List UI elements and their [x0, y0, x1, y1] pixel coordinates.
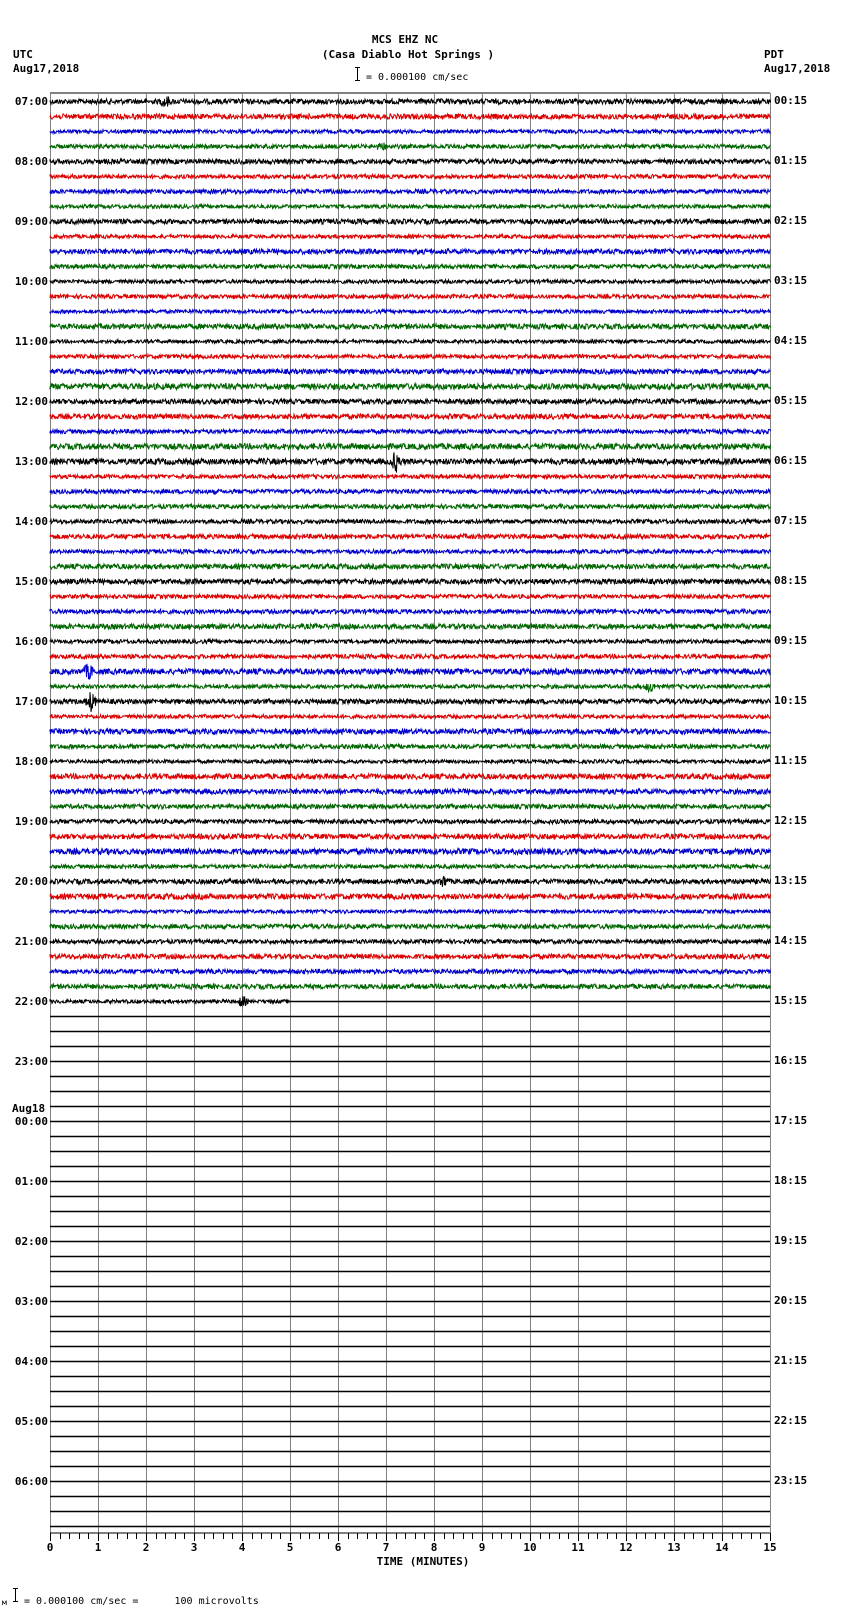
station-title: MCS EHZ NC [371, 33, 439, 46]
x-tick-label: 11 [571, 1541, 585, 1554]
x-tick-label: 3 [190, 1541, 198, 1554]
left-hour-label: 13:00 [14, 455, 48, 468]
left-hour-label: 18:00 [14, 755, 48, 768]
x-tick-label: 12 [619, 1541, 633, 1554]
x-tick-label: 15 [763, 1541, 777, 1554]
x-tick-label: 10 [523, 1541, 537, 1554]
left-hour-label: 02:00 [14, 1235, 48, 1248]
x-tick-label: 8 [430, 1541, 438, 1554]
right-hour-label: 19:15 [774, 1234, 808, 1247]
right-hour-label: 08:15 [774, 574, 808, 587]
right-hour-label: 12:15 [774, 814, 808, 827]
left-timezone: UTC [13, 48, 33, 61]
left-hour-label: 16:00 [14, 635, 48, 648]
left-hour-label: 01:00 [14, 1175, 48, 1188]
left-hour-label: 20:00 [14, 875, 48, 888]
right-hour-label: 18:15 [774, 1174, 808, 1187]
right-hour-label: 23:15 [774, 1474, 808, 1487]
left-hour-label: 23:00 [14, 1055, 48, 1068]
left-hour-label: 12:00 [14, 395, 48, 408]
footer-prefix: м [2, 1598, 7, 1607]
x-tick-label: 0 [46, 1541, 54, 1554]
left-hour-label: 21:00 [14, 935, 48, 948]
right-hour-label: 20:15 [774, 1294, 808, 1307]
right-timezone: PDT [764, 48, 784, 61]
left-hour-label: 06:00 [14, 1475, 48, 1488]
right-hour-label: 03:15 [774, 274, 808, 287]
station-location: (Casa Diablo Hot Springs ) [321, 48, 495, 61]
x-tick-label: 4 [238, 1541, 246, 1554]
right-date: Aug17,2018 [764, 62, 831, 75]
scale-label: = 0.000100 cm/sec [366, 72, 469, 83]
right-hour-label: 15:15 [774, 994, 808, 1007]
x-tick-label: 14 [715, 1541, 729, 1554]
left-hour-label: 04:00 [14, 1355, 48, 1368]
right-hour-label: 10:15 [774, 694, 808, 707]
right-hour-label: 00:15 [774, 94, 808, 107]
right-hour-label: 22:15 [774, 1414, 808, 1427]
right-hour-label: 09:15 [774, 634, 808, 647]
right-hour-label: 21:15 [774, 1354, 808, 1367]
x-tick-label: 13 [667, 1541, 681, 1554]
footer-scale-label: = 0.000100 cm/sec = 100 microvolts [24, 1596, 259, 1607]
left-hour-label: 09:00 [14, 215, 48, 228]
left-hour-label: 07:00 [14, 95, 48, 108]
x-axis-label: TIME (MINUTES) [376, 1555, 470, 1568]
right-hour-label: 16:15 [774, 1054, 808, 1067]
left-hour-label: 14:00 [14, 515, 48, 528]
left-hour-label: 05:00 [14, 1415, 48, 1428]
left-hour-label: 08:00 [14, 155, 48, 168]
x-tick-label: 7 [382, 1541, 390, 1554]
right-hour-label: 11:15 [774, 754, 808, 767]
right-hour-label: 14:15 [774, 934, 808, 947]
left-hour-label: 17:00 [14, 695, 48, 708]
left-hour-label: 03:00 [14, 1295, 48, 1308]
right-hour-label: 07:15 [774, 514, 808, 527]
left-hour-label: 15:00 [14, 575, 48, 588]
right-hour-label: 04:15 [774, 334, 808, 347]
x-tick-label: 6 [334, 1541, 342, 1554]
x-tick-label: 2 [142, 1541, 150, 1554]
x-tick-label: 5 [286, 1541, 294, 1554]
left-date: Aug17,2018 [13, 62, 80, 75]
left-hour-label: Aug18 00:00 [12, 1102, 48, 1128]
left-hour-label: 19:00 [14, 815, 48, 828]
right-hour-label: 01:15 [774, 154, 808, 167]
x-tick-label: 1 [94, 1541, 102, 1554]
right-hour-label: 02:15 [774, 214, 808, 227]
right-hour-label: 17:15 [774, 1114, 808, 1127]
footer-scale-bar-icon [13, 1588, 18, 1602]
left-hour-label: 11:00 [14, 335, 48, 348]
right-hour-label: 05:15 [774, 394, 808, 407]
right-hour-label: 06:15 [774, 454, 808, 467]
x-tick-label: 9 [478, 1541, 486, 1554]
left-hour-label: 22:00 [14, 995, 48, 1008]
left-hour-label: 10:00 [14, 275, 48, 288]
right-hour-label: 13:15 [774, 874, 808, 887]
